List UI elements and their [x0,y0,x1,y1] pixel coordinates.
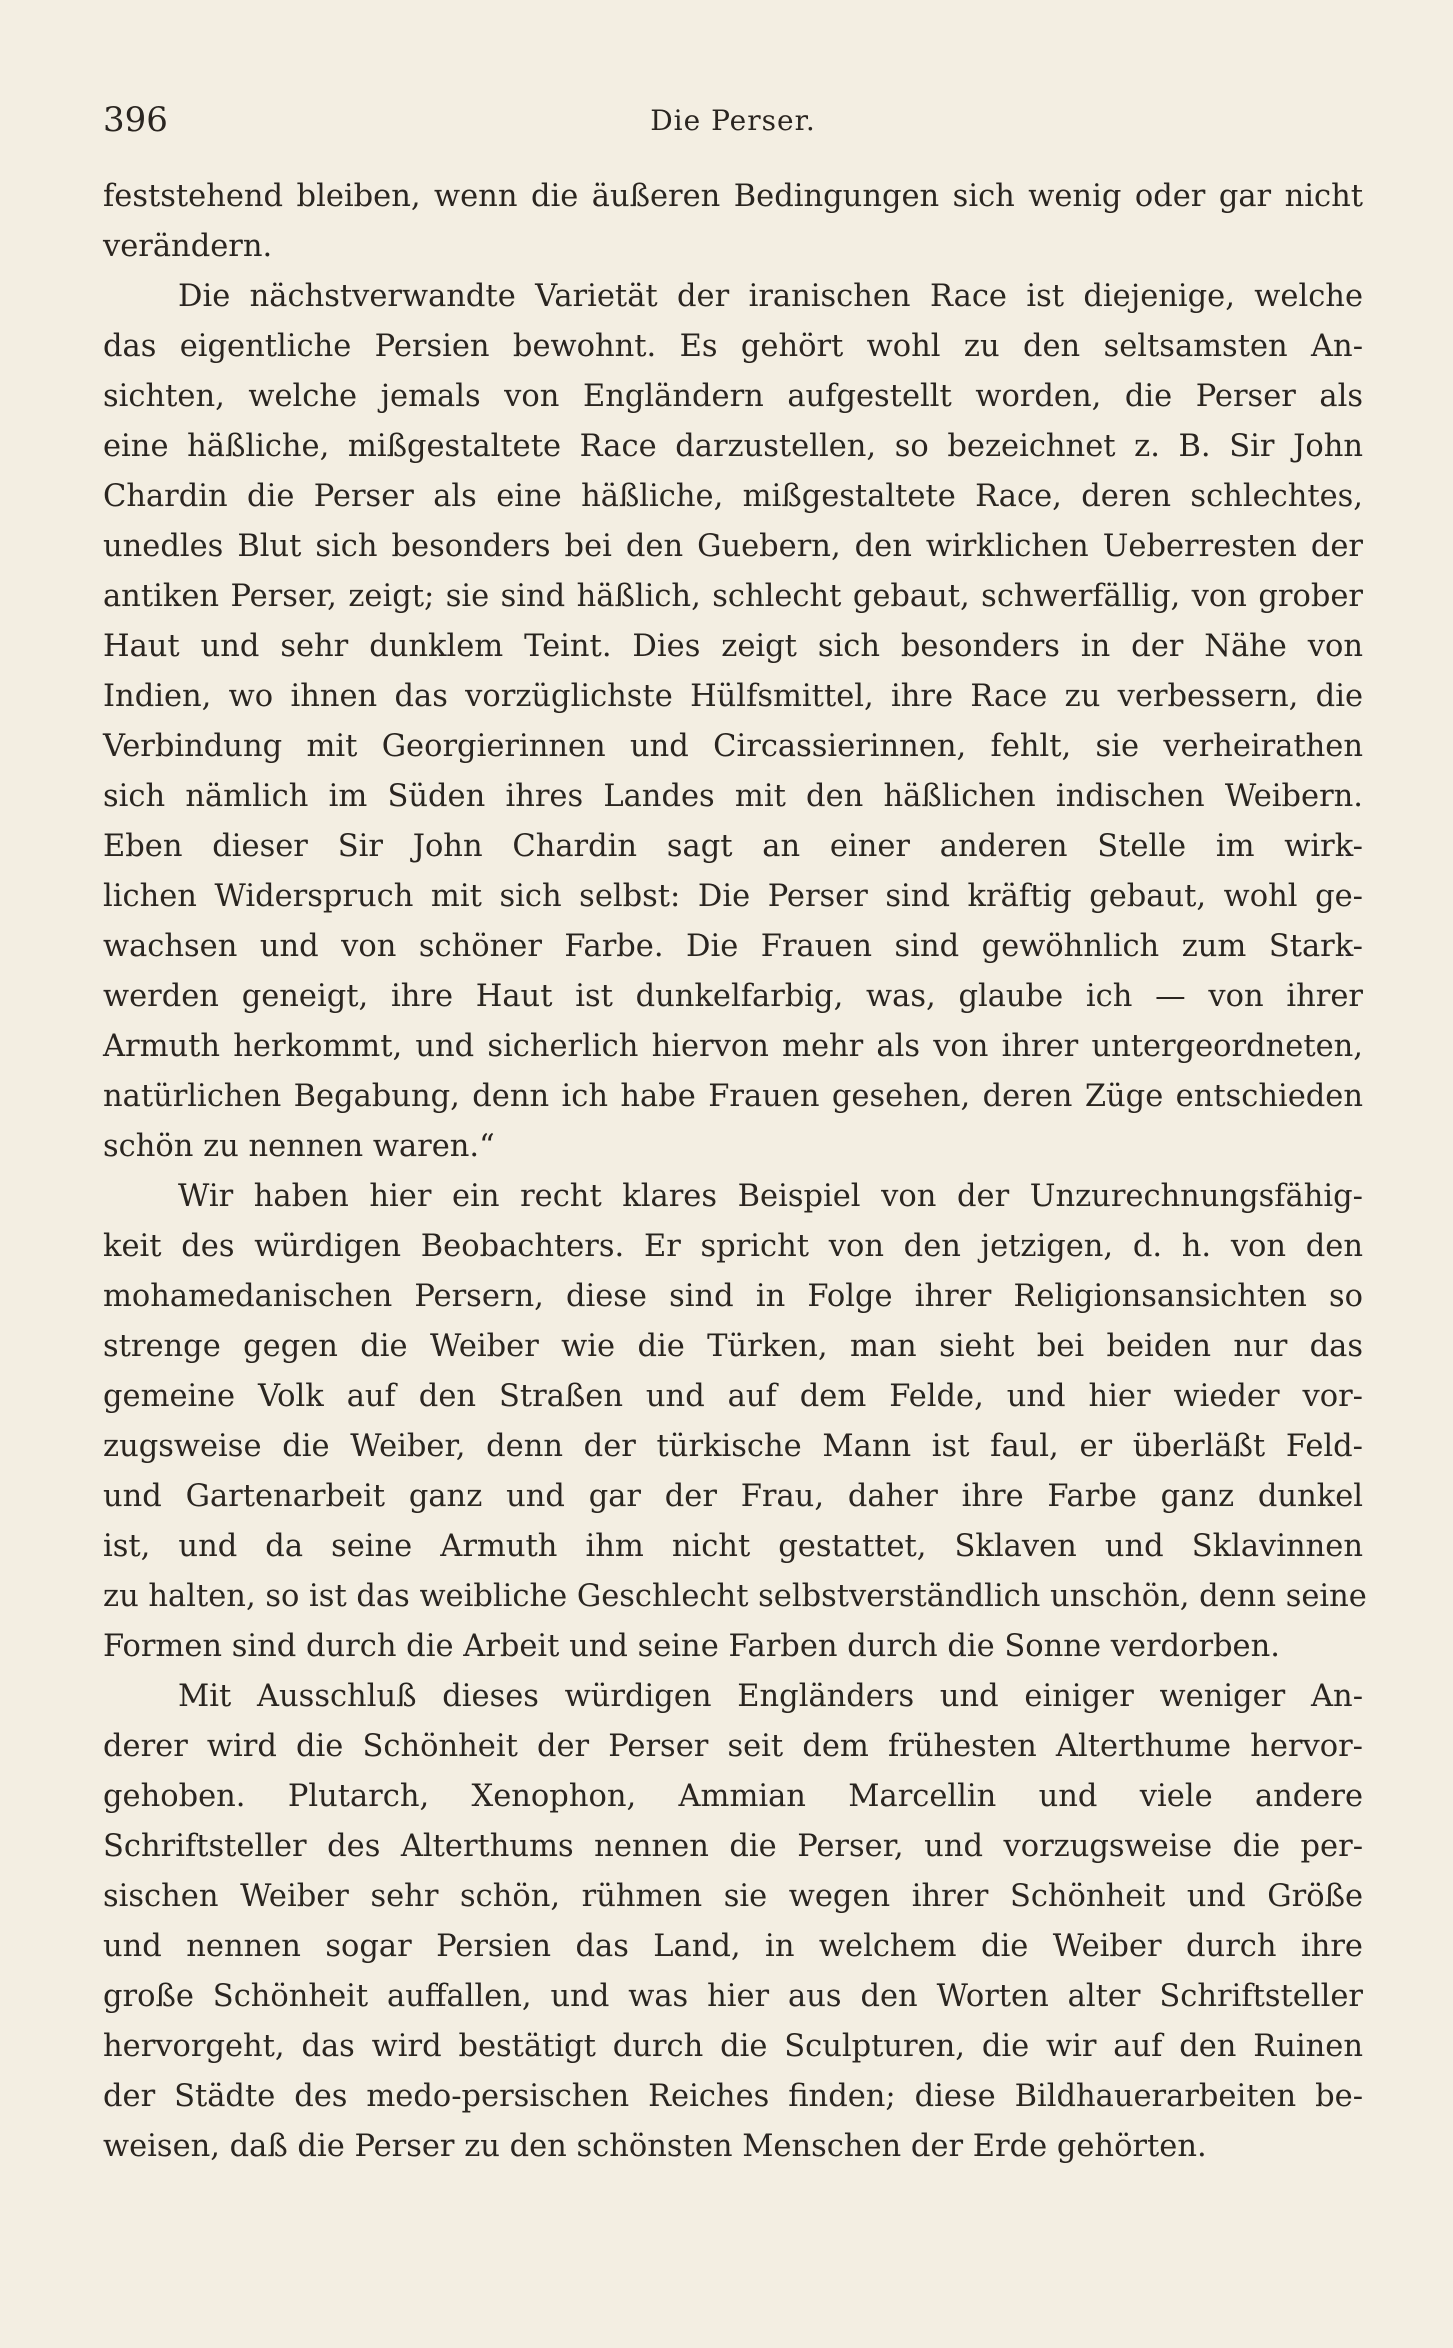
text-line: große Schönheit auffallen, und was hier aus den Worten alter Schriftsteller [103,1979,1363,2014]
text-line: gehoben. Plutarch, Xenophon, Ammian Marcellin und viele andere [103,1779,1363,1814]
text-line: und Gartenarbeit ganz und gar der Frau, daher ihre Farbe ganz dunkel [103,1479,1363,1514]
text-line: sischen Weiber sehr schön, rühmen sie wegen ihrer Schönheit und Größe [103,1879,1363,1914]
text-line: werden geneigt, ihre Haut ist dunkelfarbig, was, glaube ich — von ihrer [103,979,1363,1014]
text-line: ist, und da seine Armuth ihm nicht gestattet, Sklaven und Sklavinnen [103,1529,1363,1564]
text-line: antiken Perser, zeigt; sie sind häßlich, schlecht gebaut, schwerfällig, von grober [103,579,1363,614]
text-line: eine häßliche, mißgestaltete Race darzustellen, so bezeichnet z. B. Sir John [103,429,1363,464]
text-line: wachsen und von schöner Farbe. Die Frauen sind gewöhnlich zum Stark- [103,929,1363,964]
text-line: schön zu nennen waren.“ [103,1129,495,1164]
text-line: Mit Ausschluß dieses würdigen Engländers und einiger weniger An- [178,1679,1363,1714]
text-line: Haut und sehr dunklem Teint. Dies zeigt sich besonders in der Nähe von [103,629,1363,664]
text-line: Indien, wo ihnen das vorzüglichste Hülfsmittel, ihre Race zu verbessern, die [103,679,1363,714]
text-line: Armuth herkommt, und sicherlich hiervon mehr als von ihrer untergeordneten, [103,1029,1363,1064]
text-line: lichen Widerspruch mit sich selbst: Die Perser sind kräftig gebaut, wohl ge- [103,879,1363,914]
page-header [103,100,1363,162]
text-line: Die nächstverwandte Varietät der iranischen Race ist diejenige, welche [178,279,1363,314]
text-line: hervorgeht, das wird bestätigt durch die Sculpturen, die wir auf den Ruinen [103,2029,1363,2064]
running-head: Die Perser. [650,104,816,137]
text-line: verändern. [103,229,273,264]
text-line: Eben dieser Sir John Chardin sagt an einer anderen Stelle im wirk- [103,829,1363,864]
text-line: zu halten, so ist das weibliche Geschlecht selbstverständlich unschön, denn seine [103,1579,1367,1614]
text-line: Schriftsteller des Alterthums nennen die Perser, und vorzugsweise die per- [103,1829,1363,1864]
text-line: zugsweise die Weiber, denn der türkische Mann ist faul, er überläßt Feld- [103,1429,1363,1464]
page-number: 396 [103,100,168,140]
text-line: Formen sind durch die Arbeit und seine Farben durch die Sonne verdorben. [103,1629,1280,1664]
text-line: strenge gegen die Weiber wie die Türken, man sieht bei beiden nur das [103,1329,1363,1364]
text-line: Chardin die Perser als eine häßliche, mißgestaltete Race, deren schlechtes, [103,479,1363,514]
text-line: der Städte des medo-persischen Reiches finden; diese Bildhauerarbeiten be- [103,2079,1363,2114]
text-line: das eigentliche Persien bewohnt. Es gehört wohl zu den seltsamsten An- [103,329,1363,364]
body-text [103,172,1367,2172]
text-line: und nennen sogar Persien das Land, in welchem die Weiber durch ihre [103,1929,1363,1964]
text-line: Verbindung mit Georgierinnen und Circassierinnen, fehlt, sie verheirathen [103,729,1363,764]
text-line: unedles Blut sich besonders bei den Guebern, den wirklichen Ueberresten der [103,529,1363,564]
text-line: mohamedanischen Persern, diese sind in Folge ihrer Religionsansichten so [103,1279,1363,1314]
text-line: Wir haben hier ein recht klares Beispiel von der Unzurechnungsfähig- [178,1179,1363,1214]
text-line: gemeine Volk auf den Straßen und auf dem Felde, und hier wieder vor- [103,1379,1363,1414]
text-line: sichten, welche jemals von Engländern aufgestellt worden, die Perser als [103,379,1363,414]
text-line: natürlichen Begabung, denn ich habe Frauen gesehen, deren Züge entschieden [103,1079,1363,1114]
text-line: feststehend bleiben, wenn die äußeren Bedingungen sich wenig oder gar nicht [103,179,1363,214]
text-line: weisen, daß die Perser zu den schönsten Menschen der Erde gehörten. [103,2129,1207,2164]
text-line: sich nämlich im Süden ihres Landes mit den häßlichen indischen Weibern. [103,779,1363,814]
text-line: keit des würdigen Beobachters. Er spricht von den jetzigen, d. h. von den [103,1229,1363,1264]
text-line: derer wird die Schönheit der Perser seit dem frühesten Alterthume hervor- [103,1729,1363,1764]
